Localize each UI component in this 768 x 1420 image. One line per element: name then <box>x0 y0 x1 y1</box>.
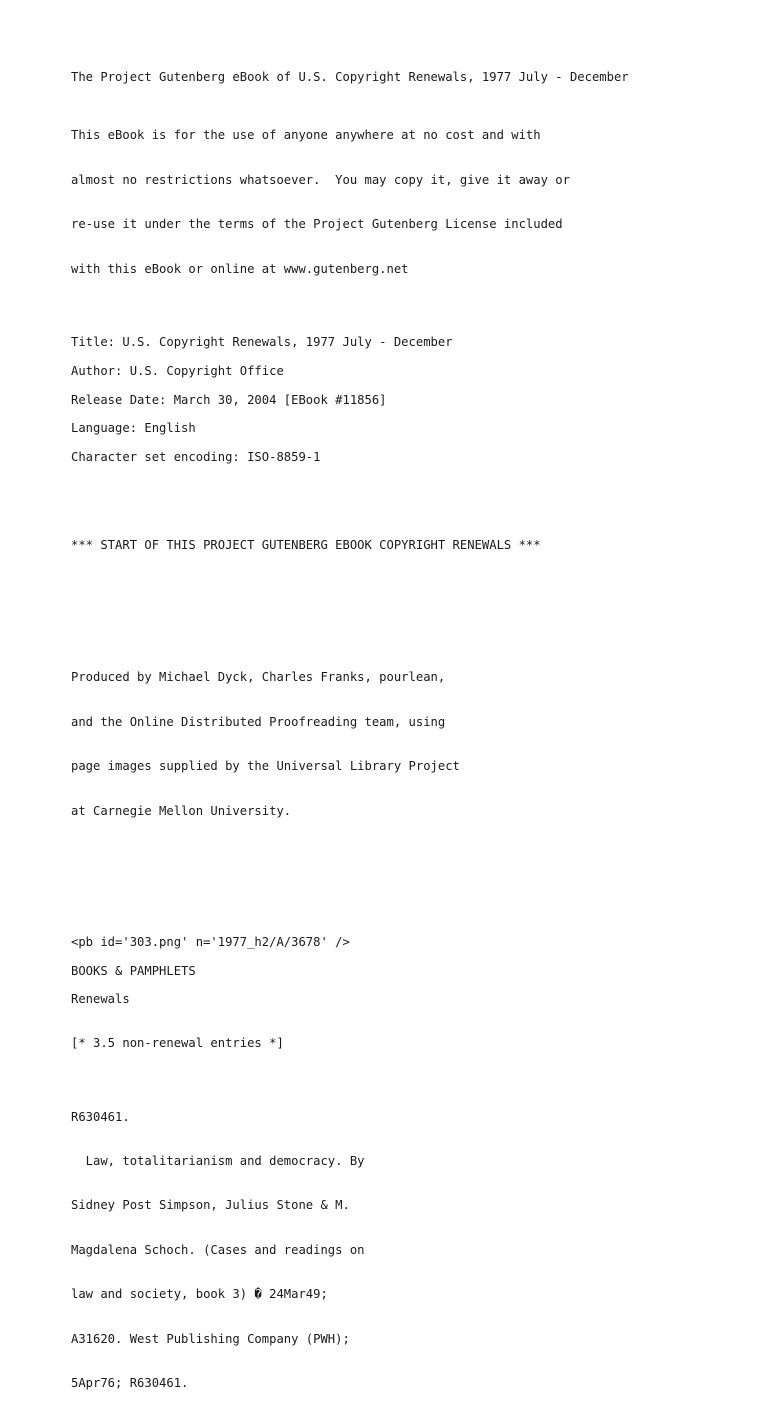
credits-line: and the Online Distributed Proofreading team, using <box>71 714 446 729</box>
meta-title: Title: U.S. Copyright Renewals, 1977 July - December <box>71 334 453 349</box>
start-marker: *** START OF THIS PROJECT GUTENBERG EBOOK COPYRIGHT RENEWALS *** <box>71 537 541 552</box>
page-break-marker: <pb id='303.png' n='1977_h2/A/3678' /> <box>71 934 350 949</box>
license-line: This eBook is for the use of anyone anywhere at no cost and with <box>71 128 541 143</box>
renewal-entry <box>71 1080 751 1420</box>
non-renewal-note: [* 3.5 non-renewal entries *] <box>71 1036 284 1051</box>
section-heading: BOOKS & PAMPHLETS <box>71 963 196 978</box>
meta-encoding: Character set encoding: ISO-8859-1 <box>71 450 321 465</box>
entry-line: 5Apr76; R630461. <box>71 1376 189 1391</box>
license-line: with this eBook or online at www.gutenberg.net <box>71 261 409 276</box>
entry-id: R630461. <box>71 1109 130 1124</box>
section-subheading: Renewals <box>71 992 130 1007</box>
license-paragraph <box>71 99 751 306</box>
entry-line: Law, totalitarianism and democracy. By <box>71 1154 365 1169</box>
ebook-title-line: The Project Gutenberg eBook of U.S. Copyright Renewals, 1977 July - December <box>71 70 629 84</box>
license-line: re-use it under the terms of the Project Gutenberg License included <box>71 217 563 232</box>
meta-release-date: Release Date: March 30, 2004 [EBook #11856] <box>71 392 387 407</box>
meta-author: Author: U.S. Copyright Office <box>71 363 284 378</box>
credits-paragraph <box>71 641 751 848</box>
entry-line: A31620. West Publishing Company (PWH); <box>71 1331 350 1346</box>
entry-line: law and society, book 3) � 24Mar49; <box>71 1287 328 1302</box>
meta-language: Language: English <box>71 421 196 436</box>
ebook-text-document <box>71 70 751 1420</box>
license-line: almost no restrictions whatsoever. You may copy it, give it away or <box>71 172 570 187</box>
entry-line: Magdalena Schoch. (Cases and readings on <box>71 1242 365 1257</box>
entry-line: Sidney Post Simpson, Julius Stone & M. <box>71 1198 350 1213</box>
credits-line: Produced by Michael Dyck, Charles Franks, pourlean, <box>71 670 446 685</box>
credits-line: at Carnegie Mellon University. <box>71 803 292 818</box>
credits-line: page images supplied by the Universal Library Project <box>71 759 460 774</box>
